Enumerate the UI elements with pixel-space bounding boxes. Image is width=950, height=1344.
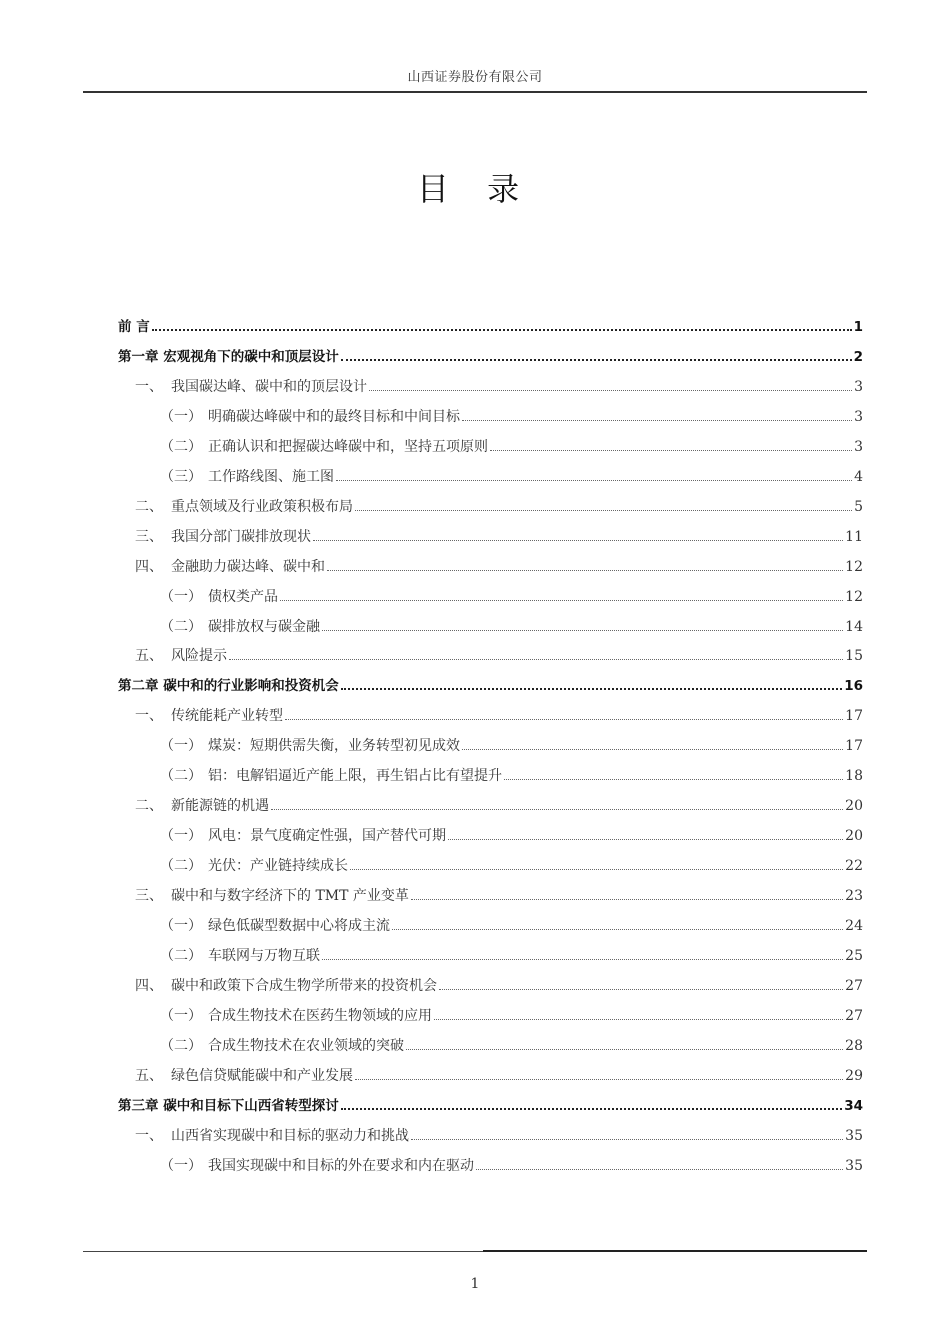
- toc-entry-section[interactable]: [135, 703, 863, 725]
- toc-entry-label: 新能源链的机遇: [171, 798, 269, 814]
- toc-entry-page: 35: [845, 1158, 863, 1174]
- toc-entry-label: 债权类产品: [208, 589, 278, 605]
- toc-entry-page: 18: [845, 768, 863, 784]
- toc-entry-label: 我国碳达峰、碳中和的顶层设计: [171, 379, 367, 395]
- toc-entry-section[interactable]: [135, 1063, 863, 1085]
- toc-entry-number: （一）: [160, 738, 202, 754]
- toc-entry-chapter[interactable]: [118, 344, 863, 366]
- toc-entry-subsection[interactable]: [160, 464, 863, 486]
- toc-entry-section[interactable]: [135, 643, 863, 665]
- toc-entry-number: （二）: [160, 619, 202, 635]
- toc-dot-leader: [355, 510, 852, 511]
- toc-entry-page: 16: [844, 678, 863, 694]
- toc-entry-subsection[interactable]: [160, 1033, 863, 1055]
- toc-entry-page: 23: [845, 888, 863, 904]
- toc-entry-subsection[interactable]: [160, 733, 863, 755]
- toc-entry-chapter[interactable]: [118, 314, 863, 336]
- toc-entry-label: 前 言: [118, 319, 150, 335]
- toc-entry-number: （二）: [160, 439, 202, 455]
- toc-dot-leader: [322, 959, 843, 960]
- toc-dot-leader: [448, 839, 843, 840]
- toc-dot-leader: [411, 899, 843, 900]
- toc-entry-page: 20: [845, 828, 863, 844]
- toc-entry-label: 第二章 碳中和的行业影响和投资机会: [118, 678, 339, 694]
- toc-entry-subsection[interactable]: [160, 434, 863, 456]
- toc-dot-leader: [271, 809, 843, 810]
- toc-entry-label: 车联网与万物互联: [208, 948, 320, 964]
- toc-entry-page: 12: [845, 589, 863, 605]
- toc-dot-leader: [341, 359, 852, 361]
- toc-entry-page: 1: [853, 319, 863, 335]
- toc-dot-leader: [369, 390, 852, 391]
- toc-dot-leader: [280, 600, 843, 601]
- toc-entry-section[interactable]: [135, 374, 863, 396]
- toc-dot-leader: [439, 989, 843, 990]
- toc-entry-number: （二）: [160, 1038, 202, 1054]
- toc-dot-leader: [392, 929, 843, 930]
- toc-entry-subsection[interactable]: [160, 404, 863, 426]
- toc-entry-page: 5: [854, 499, 863, 515]
- toc-entry-number: 一、: [135, 708, 163, 724]
- toc-entry-number: 三、: [135, 529, 163, 545]
- toc-entry-number: 四、: [135, 978, 163, 994]
- toc-entry-page: 28: [845, 1038, 863, 1054]
- toc-dot-leader: [504, 779, 843, 780]
- toc-entry-page: 11: [845, 529, 863, 545]
- toc-entry-number: （一）: [160, 1008, 202, 1024]
- toc-entry-label: 重点领域及行业政策积极布局: [171, 499, 353, 515]
- toc-entry-section[interactable]: [135, 793, 863, 815]
- toc-entry-page: 2: [853, 349, 863, 365]
- toc-dot-leader: [313, 540, 843, 541]
- toc-entry-page: 34: [844, 1098, 863, 1114]
- toc-entry-page: 27: [845, 1008, 863, 1024]
- toc-entry-page: 14: [845, 619, 863, 635]
- toc-entry-subsection[interactable]: [160, 823, 863, 845]
- toc-entry-number: （二）: [160, 948, 202, 964]
- toc-entry-page: 35: [845, 1128, 863, 1144]
- toc-entry-section[interactable]: [135, 524, 863, 546]
- toc-entry-label: 合成生物技术在农业领域的突破: [208, 1038, 404, 1054]
- toc-entry-subsection[interactable]: [160, 1003, 863, 1025]
- toc-entry-subsection[interactable]: [160, 1153, 863, 1175]
- toc-dot-leader: [322, 630, 843, 631]
- toc-entry-number: 一、: [135, 379, 163, 395]
- toc-entry-label: 我国分部门碳排放现状: [171, 529, 311, 545]
- toc-entry-number: （一）: [160, 918, 202, 934]
- toc-entry-page: 25: [845, 948, 863, 964]
- toc-entry-page: 22: [845, 858, 863, 874]
- toc-entry-section[interactable]: [135, 494, 863, 516]
- toc-entry-label: 我国实现碳中和目标的外在要求和内在驱动: [208, 1158, 474, 1174]
- toc-entry-label: 绿色信贷赋能碳中和产业发展: [171, 1068, 353, 1084]
- page-title: 目 录: [416, 170, 534, 208]
- toc-entry-label: 传统能耗产业转型: [171, 708, 283, 724]
- toc-entry-page: 17: [845, 738, 863, 754]
- toc-entry-label: 光伏：产业链持续成长: [208, 858, 348, 874]
- toc-entry-number: （二）: [160, 858, 202, 874]
- toc-dot-leader: [411, 1139, 843, 1140]
- toc-entry-number: （一）: [160, 589, 202, 605]
- toc-entry-page: 15: [845, 648, 863, 664]
- toc-dot-leader: [350, 869, 843, 870]
- toc-entry-page: 29: [845, 1068, 863, 1084]
- toc-entry-label: 碳排放权与碳金融: [208, 619, 320, 635]
- toc-entry-section[interactable]: [135, 1123, 863, 1145]
- toc-dot-leader: [434, 1019, 843, 1020]
- toc-entry-page: 17: [845, 708, 863, 724]
- company-name: 山西证券股份有限公司: [407, 70, 543, 85]
- toc-entry-number: 一、: [135, 1128, 163, 1144]
- toc-dot-leader: [355, 1079, 843, 1080]
- toc-entry-number: 五、: [135, 648, 163, 664]
- toc-dot-leader: [336, 480, 852, 481]
- toc-entry-subsection[interactable]: [160, 913, 863, 935]
- toc-entry-page: 3: [854, 439, 863, 455]
- toc-entry-subsection[interactable]: [160, 943, 863, 965]
- toc-entry-page: 3: [854, 409, 863, 425]
- toc-entry-number: （一）: [160, 1158, 202, 1174]
- toc-entry-label: 煤炭：短期供需失衡，业务转型初见成效: [208, 738, 460, 754]
- toc-entry-number: 四、: [135, 559, 163, 575]
- toc-dot-leader: [462, 749, 843, 750]
- toc-entry-label: 铝：电解铝逼近产能上限，再生铝占比有望提升: [208, 768, 502, 784]
- toc-entry-chapter[interactable]: [118, 673, 863, 695]
- toc-entry-chapter[interactable]: [118, 1093, 863, 1115]
- toc-entry-label: 碳中和政策下合成生物学所带来的投资机会: [171, 978, 437, 994]
- toc-entry-section[interactable]: [135, 973, 863, 995]
- toc-entry-subsection[interactable]: [160, 584, 863, 606]
- toc-entry-subsection[interactable]: [160, 614, 863, 636]
- toc-dot-leader: [341, 688, 843, 690]
- toc-entry-number: （一）: [160, 409, 202, 425]
- toc-entry-label: 第一章 宏观视角下的碳中和顶层设计: [118, 349, 339, 365]
- toc-entry-label: 山西省实现碳中和目标的驱动力和挑战: [171, 1128, 409, 1144]
- toc-entry-page: 4: [854, 469, 863, 485]
- toc-entry-section[interactable]: [135, 554, 863, 576]
- toc-entry-page: 24: [845, 918, 863, 934]
- toc-entry-label: 第三章 碳中和目标下山西省转型探讨: [118, 1098, 339, 1114]
- toc-entry-number: （二）: [160, 768, 202, 784]
- toc-entry-label: 明确碳达峰碳中和的最终目标和中间目标: [208, 409, 460, 425]
- toc-entry-page: 27: [845, 978, 863, 994]
- toc-entry-label: 合成生物技术在医药生物领域的应用: [208, 1008, 432, 1024]
- toc-entry-label: 工作路线图、施工图: [208, 469, 334, 485]
- page-number: 1: [470, 1276, 480, 1292]
- toc-dot-leader: [462, 420, 852, 421]
- toc-dot-leader: [285, 719, 843, 720]
- toc-entry-label: 正确认识和把握碳达峰碳中和，坚持五项原则: [208, 439, 488, 455]
- toc-entry-number: 二、: [135, 499, 163, 515]
- toc-entry-label: 风电：景气度确定性强，国产替代可期: [208, 828, 446, 844]
- toc-entry-number: （三）: [160, 469, 202, 485]
- toc-entry-label: 金融助力碳达峰、碳中和: [171, 559, 325, 575]
- toc-entry-number: 二、: [135, 798, 163, 814]
- toc-dot-leader: [229, 659, 843, 660]
- toc-entry-number: 三、: [135, 888, 163, 904]
- toc-entry-subsection[interactable]: [160, 763, 863, 785]
- toc-entry-section[interactable]: [135, 883, 863, 905]
- toc-entry-page: 3: [854, 379, 863, 395]
- toc-dot-leader: [341, 1108, 843, 1110]
- footer-rule-accent: [483, 1250, 867, 1252]
- toc-dot-leader: [327, 570, 843, 571]
- toc-dot-leader: [152, 329, 852, 331]
- toc-dot-leader: [490, 450, 852, 451]
- toc-dot-leader: [476, 1169, 843, 1170]
- toc-dot-leader: [406, 1049, 843, 1050]
- toc-entry-label: 绿色低碳型数据中心将成主流: [208, 918, 390, 934]
- toc-entry-label: 碳中和与数字经济下的 TMT 产业变革: [171, 888, 409, 904]
- toc-entry-label: 风险提示: [171, 648, 227, 664]
- toc-entry-page: 20: [845, 798, 863, 814]
- toc-entry-subsection[interactable]: [160, 853, 863, 875]
- toc-entry-page: 12: [845, 559, 863, 575]
- toc-entry-number: 五、: [135, 1068, 163, 1084]
- toc-entry-number: （一）: [160, 828, 202, 844]
